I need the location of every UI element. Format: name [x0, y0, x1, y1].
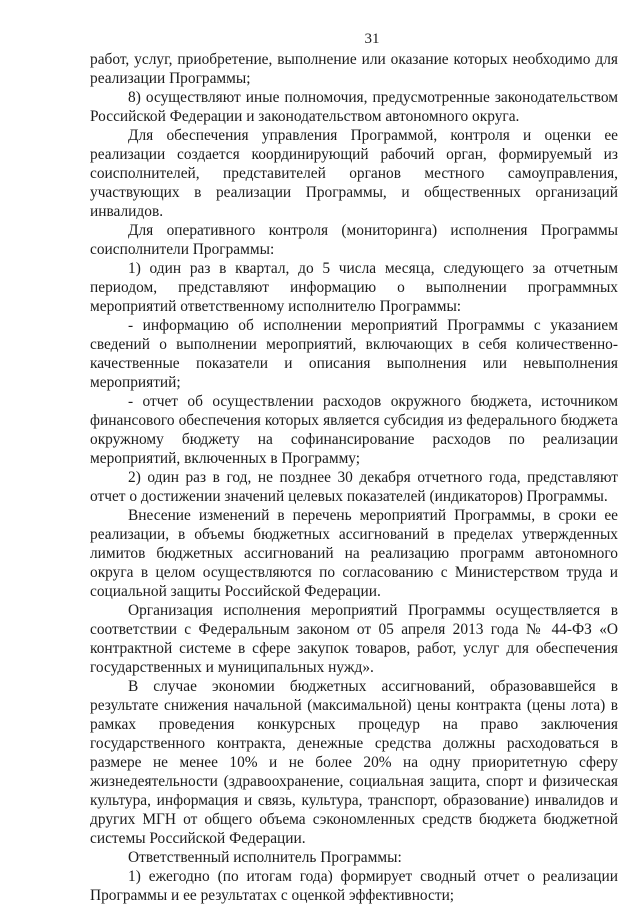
paragraph-responsible-executor: Ответственный исполнитель Программы: — [128, 849, 402, 866]
paragraph-annual-summary-report: 1) ежегодно (по итогам года) формирует сводный отчет о реализации Программы и ее результатах с оценкой эффективности; — [90, 868, 618, 904]
paragraph-expenditure-report: - отчет об осуществлении расходов окружного бюджета, источником финансового обеспечения которых является субсидия из федерального бюджета окружному бюджету на софинансирование расходов по реализации мероприятий, включенных в Программу; — [90, 393, 618, 467]
paragraph-changes-approval: Внесение изменений в перечень мероприятий Программы, в сроки ее реализации, в объемы бюджетных ассигнований в пределах утвержденных лимитов бюджетных ассигнований на реализацию программ автономного округа в целом осуществляются по согласованию с Министерством труда и социальной защиты Российской Федерации. — [90, 507, 618, 600]
paragraph-programme-works: работ, услуг, приобретение, выполнение или оказание которых необходимо для реализации Программы; — [90, 51, 618, 87]
page-number: 31 — [364, 31, 380, 47]
paragraph-coordinating-body: Для обеспечения управления Программой, контроля и оценки ее реализации создается координирующий рабочий орган, формируемый из соисполнителей, представителей органов местного самоуправления, участвующих в реализации Программы, и общественных организаций инвалидов. — [90, 127, 618, 220]
document-page — [90, 30, 618, 905]
paragraph-item-8-other-powers: 8) осуществляют иные полномочия, предусмотренные законодательством Российской Федерации и законодательством автономного округа. — [90, 89, 618, 125]
paragraph-budget-savings: В случае экономии бюджетных ассигнований, образовавшейся в результате снижения начальной (максимальной) цены контракта (цены лота) в рамках проведения конкурсных процедур на право заключения государственного контракта, денежные средства должны расходоваться в размере не менее 10% и не более 20% на одну приоритетную сферу жизнедеятельности (здравоохранение, социальная защита, спорт и физическая культура, информация и связь, культура, транспорт, образование) инвалидов и других МГН от общего объема сэкономленных средств бюджета бюджетной системы Российской Федерации. — [90, 678, 618, 847]
paragraph-procurement-law: Организация исполнения мероприятий Программы осуществляется в соответствии с Федеральным законом от 05 апреля 2013 года № 44-ФЗ «О контрактной системе в сфере закупок товаров, работ, услуг для обеспечения государственных и муниципальных нужд». — [90, 602, 618, 676]
paragraph-quarterly-reporting: 1) один раз в квартал, до 5 числа месяца, следующего за отчетным периодом, представляют информацию о выполнении программных мероприятий ответственному исполнителю Программы: — [90, 260, 618, 315]
paragraph-monitoring-intro: Для оперативного контроля (мониторинга) исполнения Программы соисполнители Программы: — [90, 222, 618, 258]
paragraph-annual-report: 2) один раз в год, не позднее 30 декабря отчетного года, представляют отчет о достижении значений целевых показателей (индикаторов) Программы. — [90, 469, 618, 505]
paragraph-execution-info: - информацию об исполнении мероприятий Программы с указанием сведений о выполнении мероприятий, включающих в себя количественно-качественные показатели и описания выполнения или невыполнения мероприятий; — [90, 317, 618, 391]
